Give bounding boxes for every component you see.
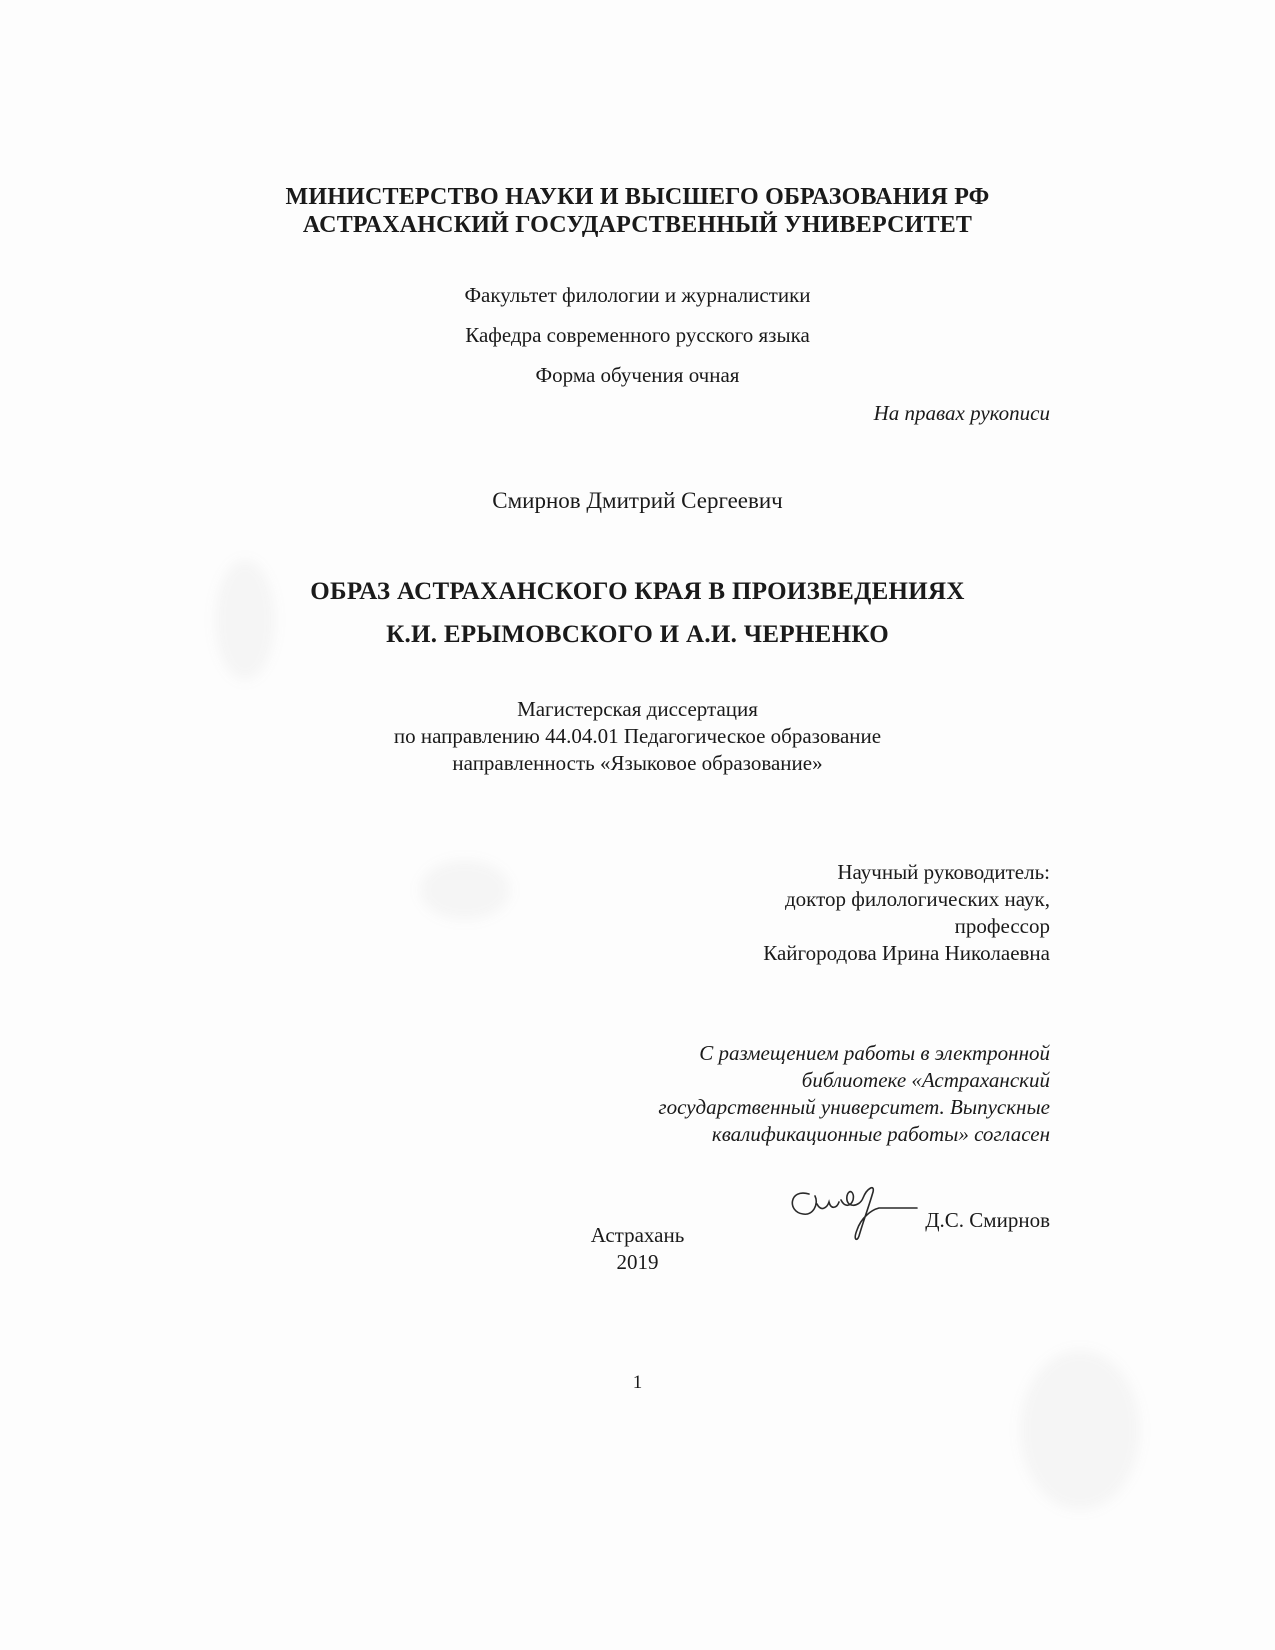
ministry-heading: МИНИСТЕРСТВО НАУКИ И ВЫСШЕГО ОБРАЗОВАНИЯ РФ — [285, 184, 990, 210]
thesis-title-line-1: ОБРАЗ АСТРАХАНСКОГО КРАЯ В ПРОИЗВЕДЕНИЯХ — [310, 578, 965, 605]
consent-line-4: квалификационные работы» согласен — [711, 1122, 1050, 1146]
page-number: 1 — [632, 1372, 643, 1393]
study-form: Форма обучения очная — [535, 363, 740, 387]
consent-line-1: С размещением работы в электронной — [699, 1041, 1050, 1065]
consent-line-3: государственный университет. Выпускные — [658, 1095, 1050, 1119]
department-name: Кафедра современного русского языка — [465, 323, 810, 347]
manuscript-note: На правах рукописи — [873, 401, 1050, 425]
thesis-focus: направленность «Языковое образование» — [452, 751, 823, 775]
thesis-title-line-2: К.И. ЕРЫМОВСКОГО И А.И. ЧЕРНЕНКО — [386, 621, 889, 648]
consent-line-2: библиотеке «Астраханский — [801, 1068, 1050, 1092]
scan-smudge — [420, 860, 510, 920]
thesis-direction: по направлению 44.04.01 Педагогическое образование — [393, 724, 882, 748]
supervisor-name: Кайгородова Ирина Николаевна — [763, 941, 1050, 965]
university-heading: АСТРАХАНСКИЙ ГОСУДАРСТВЕННЫЙ УНИВЕРСИТЕТ — [302, 212, 973, 238]
thesis-type: Магистерская диссертация — [517, 697, 758, 721]
faculty-name: Факультет филологии и журналистики — [464, 283, 811, 307]
supervisor-degree: доктор филологических наук, — [784, 887, 1050, 911]
consent-signer: Д.С. Смирнов — [925, 1208, 1050, 1232]
year: 2019 — [616, 1250, 659, 1274]
author-name: Смирнов Дмитрий Сергеевич — [492, 488, 783, 513]
city: Астрахань — [590, 1223, 685, 1247]
supervisor-title: профессор — [954, 914, 1050, 938]
supervisor-label: Научный руководитель: — [837, 860, 1050, 884]
